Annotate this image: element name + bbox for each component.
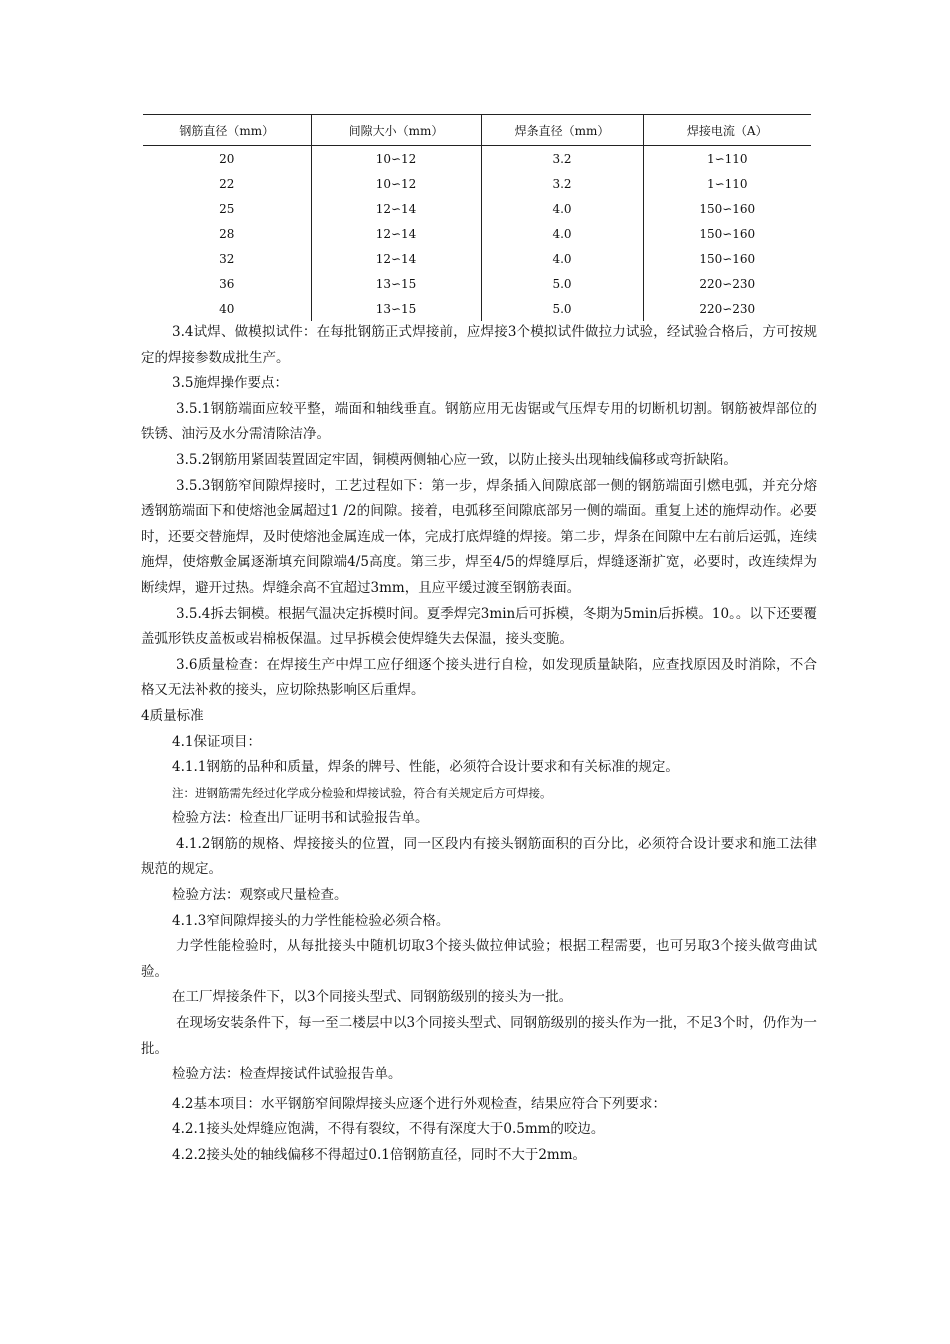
cell-rebar-diameter: 32 — [219, 251, 235, 266]
paragraph-4-1-2: 4.1.2钢筋的规格、焊接接头的位置，同一区段内有接头钢筋面积的百分比，必须符合设计要求和施工法律规范的规定。 — [141, 835, 817, 878]
paragraph-4-2-1: 4.2.1接头处焊缝应饱满，不得有裂纹，不得有深度大于0.5mm的咬边。 — [172, 1121, 605, 1138]
heading-4-1: 4.1保证项目： — [172, 733, 261, 750]
document-body — [141, 320, 817, 1169]
paragraph-site-batch: 在现场安装条件下，每一至二楼层中以3个同接头型式、同钢筋级别的接头作为一批，不足3个时，仍作为一批。 — [141, 1015, 817, 1057]
paragraph-mechanical-test: 力学性能检验时，从每批接头中随机切取3个接头做拉伸试验；根据工程需要，也可另取3个接头做弯曲试验。 — [141, 938, 817, 980]
cell-welding-current: 150∽160 — [643, 221, 811, 246]
table-row — [143, 296, 811, 321]
cell-rebar-diameter: 40 — [219, 301, 235, 316]
cell-welding-current: 150∽160 — [643, 246, 811, 271]
paragraph-3-4: 3.4试焊、做模拟试件：在每批钢筋正式焊接前，应焊接3个模拟试件做拉力试验，经试验合格后，方可按规定的焊接参数成批生产。 — [141, 324, 817, 366]
cell-rebar-diameter: 20 — [219, 151, 235, 166]
cell-welding-current: 150∽160 — [643, 196, 811, 221]
section-heading-4: 4质量标准 — [141, 707, 204, 724]
paragraph-3-5-4: 3.5.4拆去铜模。根据气温决定拆模时间。夏季焊完3min后可拆模，冬期为5min后拆模。10。。以下还要覆盖弧形铁皮盖板或岩棉板保温。过早拆模会使焊缝失去保温，接头变脆。 — [141, 605, 817, 648]
table-row — [143, 146, 811, 172]
paragraph-3-5-2: 3.5.2钢筋用紧固装置固定牢固，铜模两侧轴心应一致，以防止接头出现轴线偏移或弯折缺陷。 — [176, 451, 737, 468]
paragraph-4-2-2: 4.2.2接头处的轴线偏移不得超过0.1倍钢筋直径，同时不大于2mm。 — [172, 1147, 587, 1163]
cell-gap-size: 10∽12 — [311, 146, 481, 172]
cell-electrode-diameter: 5.0 — [481, 296, 643, 321]
paragraph-3-6: 3.6质量检查：在焊接生产中焊工应仔细逐个接头进行自检，如发现质量缺陷，应查找原因及时消除，不合格又无法补救的接头，应切除热影响区后重焊。 — [141, 656, 817, 699]
cell-electrode-diameter: 3.2 — [481, 171, 643, 196]
paragraph-4-1-3: 4.1.3窄间隙焊接头的力学性能检验必须合格。 — [172, 912, 450, 929]
inspection-method-3: 检验方法：检查焊接试件试验报告单。 — [172, 1066, 402, 1083]
cell-rebar-diameter: 22 — [219, 176, 235, 191]
cell-gap-size: 13∽15 — [311, 271, 481, 296]
paragraph-4-2: 4.2基本项目：水平钢筋窄间隙焊接头应逐个进行外观检查，结果应符合下列要求： — [172, 1095, 666, 1112]
cell-electrode-diameter: 4.0 — [481, 221, 643, 246]
cell-gap-size: 12∽14 — [311, 221, 481, 246]
cell-electrode-diameter: 5.0 — [481, 271, 643, 296]
table-row — [143, 271, 811, 296]
cell-rebar-diameter: 25 — [219, 201, 235, 216]
paragraph-4-1-1: 4.1.1钢筋的品种和质量，焊条的牌号、性能，必须符合设计要求和有关标准的规定。 — [172, 759, 679, 776]
header-gap-size: 间隙大小（mm） — [311, 115, 481, 146]
cell-welding-current: 220∽230 — [643, 296, 811, 321]
header-welding-current: 焊接电流（A） — [643, 115, 811, 146]
welding-parameter-table — [143, 114, 811, 321]
inspection-method-2: 检验方法：观察或尺量检查。 — [172, 887, 348, 904]
paragraph-factory-batch: 在工厂焊接条件下，以3个同接头型式、同钢筋级别的接头为一批。 — [172, 989, 573, 1006]
cell-gap-size: 13∽15 — [311, 296, 481, 321]
cell-electrode-diameter: 3.2 — [481, 146, 643, 172]
cell-welding-current: 220∽230 — [643, 271, 811, 296]
cell-gap-size: 10∽12 — [311, 171, 481, 196]
cell-gap-size: 12∽14 — [311, 196, 481, 221]
cell-electrode-diameter: 4.0 — [481, 246, 643, 271]
paragraph-3-5-1: 3.5.1钢筋端面应较平整，端面和轴线垂直。钢筋应用无齿锯或气压焊专用的切断机切割。钢筋被焊部位的铁锈、油污及水分需清除洁净。 — [141, 400, 817, 443]
cell-rebar-diameter: 28 — [219, 226, 235, 241]
cell-welding-current: 1∽110 — [643, 146, 811, 172]
table-row — [143, 246, 811, 271]
header-electrode-diameter: 焊条直径（mm） — [481, 115, 643, 146]
table-header-row — [143, 115, 811, 146]
paragraph-3-5-3: 3.5.3钢筋窄间隙焊接时，工艺过程如下：第一步，焊条插入间隙底部一侧的钢筋端面引燃电弧，并充分熔透钢筋端面下和使熔池金属超过1 /2的间隙。接着，电弧移至间隙底部另一侧的端面。重复上述的施焊动作。必要时，还要交替施焊，及时使熔池金属连成一体，完成打底焊缝的焊接。第二步，焊条在间隙中左右前后运弧，连续施焊，使熔敷金属逐渐填充间隙端4/5高度。第三步，焊至4/5的焊缝厚后，焊缝逐渐扩宽，必要时，改连续焊为断续焊，避开过热。焊缝余高不宜超过3mm，且应平缓过渡至钢筋表面。 — [141, 477, 817, 596]
table-row — [143, 196, 811, 221]
cell-electrode-diameter: 4.0 — [481, 196, 643, 221]
cell-rebar-diameter: 36 — [219, 276, 235, 291]
cell-welding-current: 1∽110 — [643, 171, 811, 196]
table-row — [143, 221, 811, 246]
heading-3-5: 3.5施焊操作要点： — [172, 375, 288, 392]
note-text: 注：进钢筋需先经过化学成分检验和焊接试验，符合有关规定后方可焊接。 — [172, 785, 552, 800]
header-rebar-diameter: 钢筋直径（mm） — [143, 115, 311, 146]
cell-gap-size: 12∽14 — [311, 246, 481, 271]
table-row — [143, 171, 811, 196]
inspection-method-1: 检验方法：检查出厂证明书和试验报告单。 — [172, 810, 429, 827]
